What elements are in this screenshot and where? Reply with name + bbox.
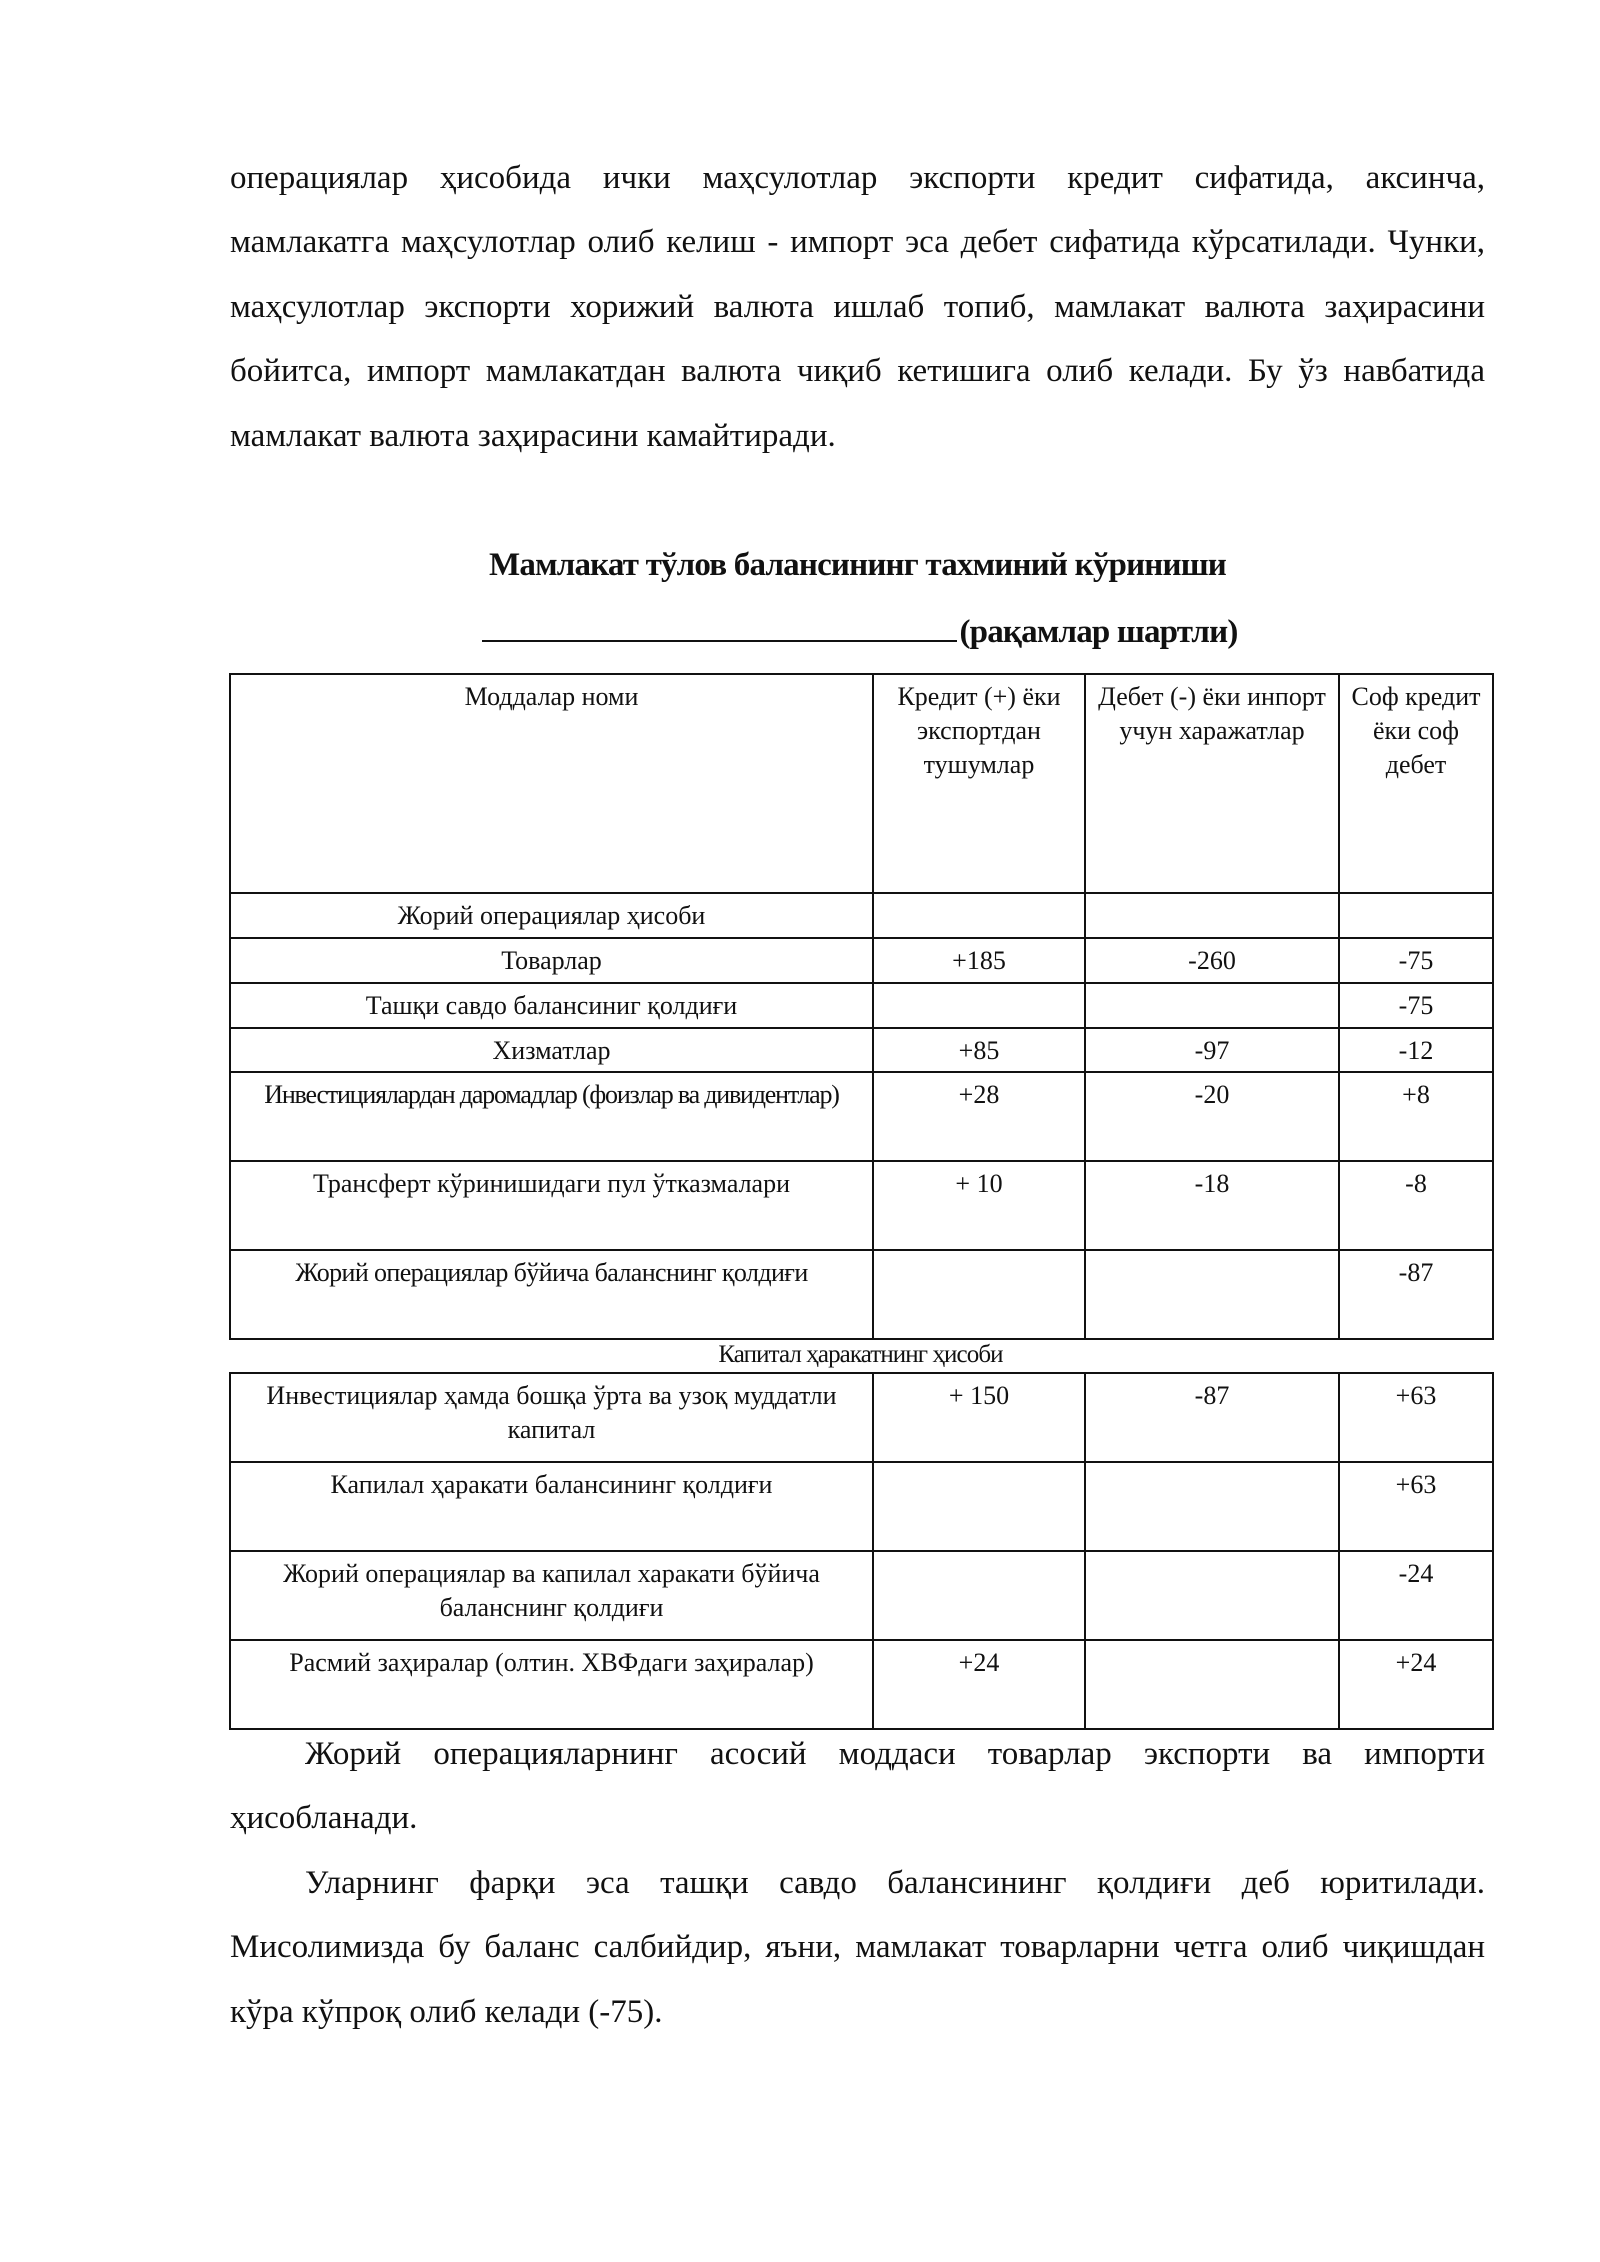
cell-net: +63 [1339,1462,1493,1551]
section-caption-capital: Капитал ҳаракатнинг ҳисоби [718,1341,1003,1368]
cell-debit: -87 [1085,1373,1339,1462]
body-paragraph-trade-balance: Уларнинг фарқи эса ташқи савдо балансининг қолдиғи деб юритилади. Мисолимизда бу баланс салбийдир, яъни, мамлакат товарларни четга олиб чиқишдан кўра кўпроқ олиб келади (-75). [230,1865,1485,2030]
cell-item: Хизматлар [230,1028,873,1072]
cell-net: +24 [1339,1640,1493,1729]
header-items: Моддалар номи [230,674,873,893]
cell-net: -87 [1339,1250,1493,1339]
cell-item: Жорий операциялар ва капилал харакати бўйича баланснинг қолдиғи [230,1551,873,1640]
header-net: Соф кредит ёки соф дебет [1339,674,1493,893]
cell-debit: -260 [1085,938,1339,983]
cell-debit [1085,893,1339,938]
table-row [230,893,1493,938]
cell-credit: +85 [873,1028,1085,1072]
cell-net: -8 [1339,1161,1493,1250]
cell-item: Трансферт кўринишидаги пул ўтказмалари [230,1161,873,1250]
cell-item: Расмий заҳиралар (олтин. ХВФдаги заҳиралар) [230,1640,873,1729]
cell-credit [873,1462,1085,1551]
balance-table-capital-account [229,1372,1494,1730]
cell-credit [873,1250,1085,1339]
blank-line [482,612,957,642]
table-row [230,1028,1493,1072]
cell-item: Инвестициялардан даромадлар (фоизлар ва дивидентлар) [230,1072,873,1161]
cell-net: -24 [1339,1551,1493,1640]
cell-credit [873,893,1085,938]
intro-paragraph: операциялар ҳисобида ички маҳсулотлар экспорти кредит сифатида, аксинча, мамлакатга маҳсулотлар олиб келиш - импорт эса дебет сифатида кўрсатилади. Чунки, маҳсулотлар экспорти хорижий валюта ишлаб топиб, мамлакат валюта заҳирасини бойитса, импорт мамлакатдан валюта чиқиб кетишига олиб келади. Бу ўз навбатида мамлакат валюта заҳирасини камайтиради. [230,160,1485,454]
cell-net: -75 [1339,983,1493,1028]
table-row [230,1640,1493,1729]
table-row [230,1072,1493,1161]
table-subtitle-text: (рақамлар шартли) [959,614,1238,650]
table-row [230,1161,1493,1250]
cell-credit: +24 [873,1640,1085,1729]
table-row [230,983,1493,1028]
cell-credit: +28 [873,1072,1085,1161]
cell-debit [1085,1250,1339,1339]
cell-credit: + 10 [873,1161,1085,1250]
body-paragraph-main-item: Жорий операцияларнинг асосий моддаси товарлар экспорти ва импорти ҳисобланади. [230,1736,1485,1837]
cell-net: +8 [1339,1072,1493,1161]
table-subtitle [460,612,1260,652]
cell-credit [873,983,1085,1028]
table-title: Мамлакат тўлов балансининг тахминий кўриниши [489,547,1226,583]
cell-debit: -20 [1085,1072,1339,1161]
header-credit: Кредит (+) ёки экспортдан тушумлар [873,674,1085,893]
cell-net: -12 [1339,1028,1493,1072]
cell-credit [873,1551,1085,1640]
cell-net [1339,893,1493,938]
table-row [230,1462,1493,1551]
cell-item: Товарлар [230,938,873,983]
cell-item: Жорий операциялар ҳисоби [230,893,873,938]
cell-debit [1085,1551,1339,1640]
cell-debit [1085,1640,1339,1729]
table-row [230,1373,1493,1462]
balance-table-current-account [229,673,1494,1340]
cell-item: Жорий операциялар бўйича баланснинг қолдиғи [230,1250,873,1339]
cell-credit: + 150 [873,1373,1085,1462]
cell-credit: +185 [873,938,1085,983]
cell-debit: -97 [1085,1028,1339,1072]
cell-debit [1085,983,1339,1028]
cell-item: Капилал ҳаракати балансининг қолдиғи [230,1462,873,1551]
cell-debit [1085,1462,1339,1551]
cell-item: Инвестициялар ҳамда бошқа ўрта ва узоқ муддатли капитал [230,1373,873,1462]
cell-net: -75 [1339,938,1493,983]
cell-net: +63 [1339,1373,1493,1462]
table-row [230,1250,1493,1339]
header-debit: Дебет (-) ёки инпорт учун харажатлар [1085,674,1339,893]
table-header-row [230,674,1493,893]
cell-item: Ташқи савдо балансиниг қолдиғи [230,983,873,1028]
table-row [230,938,1493,983]
table-row [230,1551,1493,1640]
cell-debit: -18 [1085,1161,1339,1250]
